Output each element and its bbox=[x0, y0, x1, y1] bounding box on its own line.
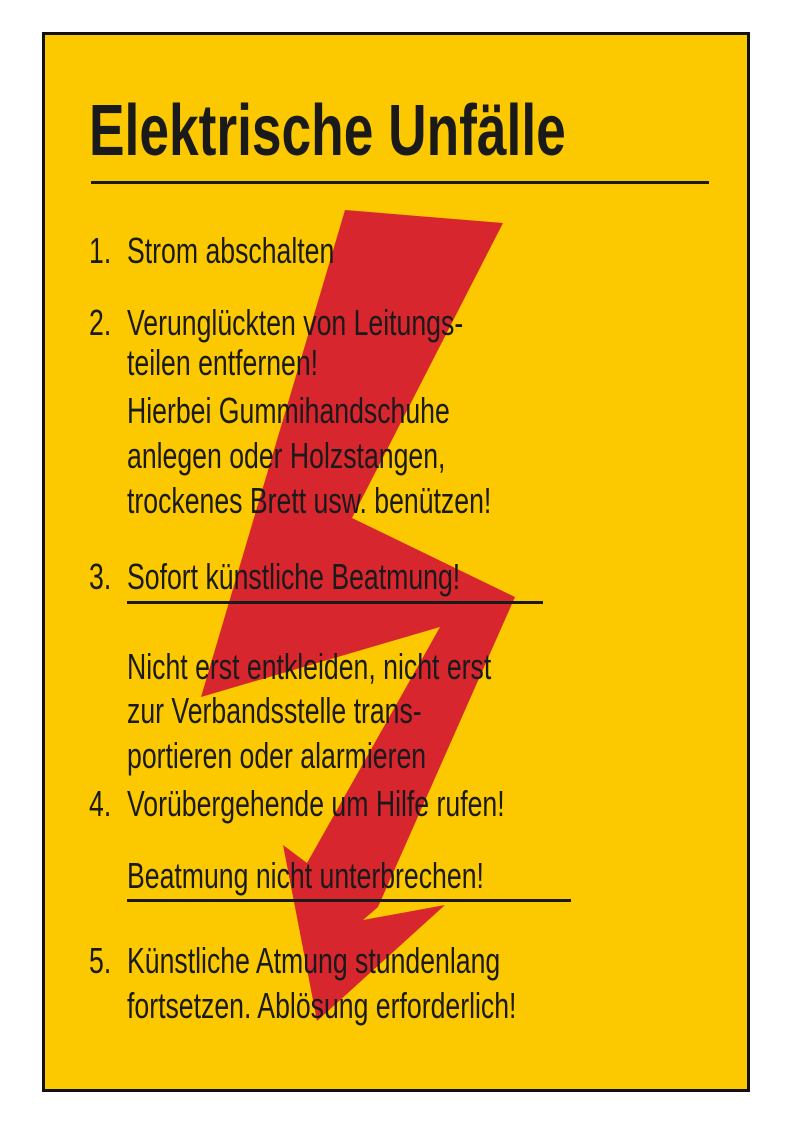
warning-sign bbox=[42, 32, 750, 1092]
item-4-number: 4. bbox=[89, 783, 112, 824]
item-3-number: 3. bbox=[89, 556, 112, 597]
item-3-line-2: zur Verbandsstelle trans- bbox=[127, 690, 422, 731]
item-3-line-3: portieren oder alarmieren bbox=[127, 735, 427, 776]
item-3-headline-underline bbox=[127, 601, 543, 604]
item-2-line-5: trockenes Brett usw. benützen! bbox=[127, 480, 492, 521]
item-2-line-1: Verunglückten von Leitungs- bbox=[127, 302, 464, 343]
item-4-emphasis-underline bbox=[127, 899, 571, 902]
item-2-line-4: anlegen oder Holzstangen, bbox=[127, 435, 446, 476]
item-3-headline: Sofort künstliche Beatmung! bbox=[127, 556, 461, 597]
item-1-text: Strom abschalten bbox=[127, 230, 335, 271]
sign-content bbox=[45, 35, 747, 1089]
item-2-number: 2. bbox=[89, 302, 112, 343]
item-5-number: 5. bbox=[89, 940, 112, 981]
title-underline bbox=[91, 181, 709, 184]
item-2-line-2: teilen entfernen! bbox=[127, 342, 319, 383]
item-5-line-1: Künstliche Atmung stundenlang bbox=[127, 940, 501, 981]
item-4-emphasis: Beatmung nicht unterbrechen! bbox=[127, 855, 484, 896]
item-1-number: 1. bbox=[89, 230, 112, 271]
item-5-line-2: fortsetzen. Ablösung erforderlich! bbox=[127, 985, 517, 1026]
item-2-line-3: Hierbei Gummihandschuhe bbox=[127, 390, 450, 431]
item-4-line-1: Vorübergehende um Hilfe rufen! bbox=[127, 783, 505, 824]
sign-title: Elektrische Unfälle bbox=[89, 91, 566, 171]
item-3-line-1: Nicht erst entkleiden, nicht erst bbox=[127, 646, 492, 687]
